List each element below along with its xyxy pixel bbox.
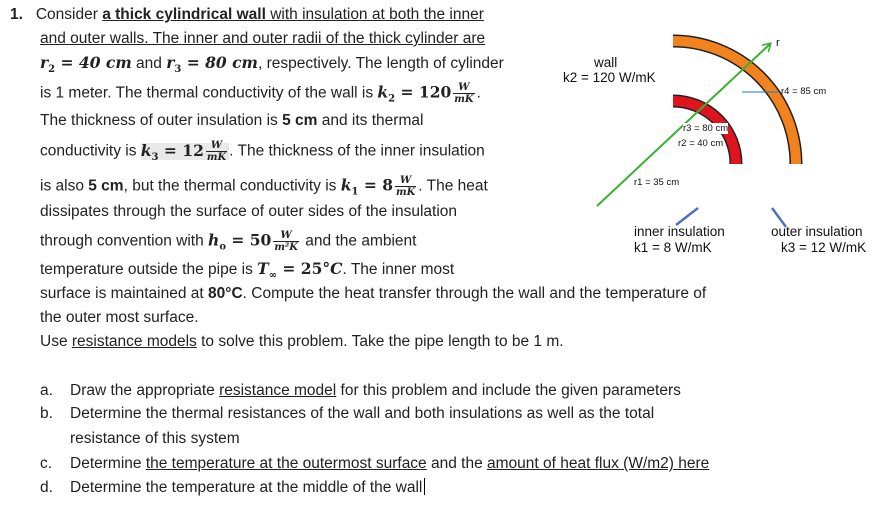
- unit-num: W: [453, 82, 474, 94]
- wall-conductivity: k2 = 120 W/mK: [563, 70, 656, 85]
- text: and the: [426, 455, 488, 472]
- text: . Compute the heat transfer through the wall and the temperature of: [242, 285, 707, 302]
- text: is also: [40, 177, 89, 195]
- r1-label: r1 = 35 cm: [634, 177, 680, 188]
- thick-wall-emphasis: a thick cylindrical wall: [102, 6, 266, 23]
- text: conductivity is: [40, 142, 141, 160]
- subpart-letter: a.: [40, 382, 53, 399]
- k3-symbol: k: [140, 140, 152, 160]
- text: Use: [40, 333, 72, 350]
- outer-insulation-k: k3 = 12 W/mK: [781, 240, 867, 255]
- unit-num: W: [273, 230, 299, 242]
- k2-sub: 2: [388, 93, 396, 105]
- text: and: [131, 55, 167, 72]
- r3-symbol: r: [166, 53, 175, 72]
- inner-insulation-k: k1 = 8 W/mK: [634, 240, 712, 255]
- text: is 1 meter. The thermal conductivity of the wall is: [40, 84, 378, 102]
- inner-insulation-label: inner insulation: [634, 224, 725, 239]
- text: Determine the thermal resistances of the wall and both insulations as well as the total: [70, 405, 655, 422]
- text: and its thermal: [317, 112, 424, 129]
- text: resistance model: [219, 382, 337, 399]
- k1-value: = 8: [358, 175, 393, 195]
- text: dissipates through the surface of outer sides of the insulation: [40, 203, 458, 220]
- text: for this problem and include the given parameters: [336, 382, 681, 399]
- ho-symbol: h: [208, 230, 220, 250]
- r-axis-label: r: [776, 37, 780, 49]
- text: Determine: [70, 455, 146, 472]
- text: to solve this problem. Take the pipe length to be 1 m.: [196, 333, 564, 350]
- text: and the ambient: [301, 232, 417, 250]
- k3-value: = 12: [158, 140, 204, 160]
- r3-value: = 80 cm: [181, 53, 258, 72]
- text: temperature outside the pipe is: [40, 261, 258, 278]
- r2-sub: 2: [48, 64, 56, 76]
- subpart-letter: c.: [40, 455, 53, 472]
- problem-number: 1.: [10, 6, 23, 23]
- text: surface is maintained at: [40, 285, 209, 302]
- text: amount of heat flux (W/m2) here: [487, 455, 710, 472]
- text: resistance of this system: [70, 430, 240, 447]
- text: the outer most surface.: [40, 309, 199, 326]
- r3-label: r3 = 80 cm: [683, 123, 729, 134]
- inner-thickness: 5 cm: [88, 177, 124, 195]
- outer-thickness: 5 cm: [282, 112, 318, 129]
- ho-sub: o: [219, 241, 226, 253]
- r2-symbol: r: [40, 53, 49, 72]
- subpart-letter: b.: [40, 405, 53, 422]
- k2-symbol: k: [377, 82, 389, 102]
- r2-value: = 40 cm: [55, 53, 132, 72]
- r4-label: r4 = 85 cm: [781, 86, 827, 97]
- text: and outer walls. The inner and outer radii of the thick cylinder are: [40, 30, 486, 47]
- text: , but the thermal conductivity is: [123, 177, 341, 195]
- k1-symbol: k: [340, 175, 352, 195]
- text: . The heat: [418, 177, 488, 195]
- unit-den: mK: [206, 152, 227, 163]
- unit-den: mK: [396, 187, 416, 198]
- ho-value: = 50: [225, 230, 272, 250]
- text: Draw the appropriate: [70, 382, 220, 399]
- wall-label: wall: [594, 55, 618, 70]
- inner-insulation-pointer: [676, 208, 698, 225]
- text: through convention with: [40, 232, 209, 250]
- outer-insulation-label: outer insulation: [771, 224, 863, 239]
- tinf-value: = 25°: [277, 259, 331, 278]
- unit-den: m²K: [274, 242, 298, 253]
- text: with insulation at both the inner: [265, 6, 484, 23]
- inner-temp: 80°C: [208, 285, 243, 302]
- unit-num: W: [395, 175, 416, 187]
- tinf-sub: ∞: [268, 270, 278, 282]
- text: Consider: [35, 6, 103, 23]
- unit-den: mK: [454, 94, 474, 105]
- text: the temperature at the outermost surface: [145, 455, 427, 472]
- r3-sub: 3: [174, 64, 182, 76]
- subpart-letter: d.: [40, 479, 53, 496]
- text: Determine the temperature at the middle of the wall: [70, 479, 423, 496]
- resistance-models-link: resistance models: [71, 333, 197, 350]
- tinf-unit: C: [330, 259, 343, 278]
- text: The thickness of outer insulation is: [40, 112, 283, 129]
- text: .: [476, 84, 481, 102]
- r2-label: r2 = 40 cm: [678, 138, 724, 149]
- tinf-symbol: T: [257, 259, 269, 278]
- k3-sub: 3: [151, 151, 159, 163]
- unit-num: W: [206, 140, 227, 152]
- k2-value: = 120: [395, 82, 452, 102]
- text: , respectively. The length of cylinder: [257, 55, 504, 72]
- k1-sub: 1: [351, 186, 359, 198]
- text: . The thickness of the inner insulation: [229, 142, 485, 160]
- text: . The inner most: [342, 261, 455, 278]
